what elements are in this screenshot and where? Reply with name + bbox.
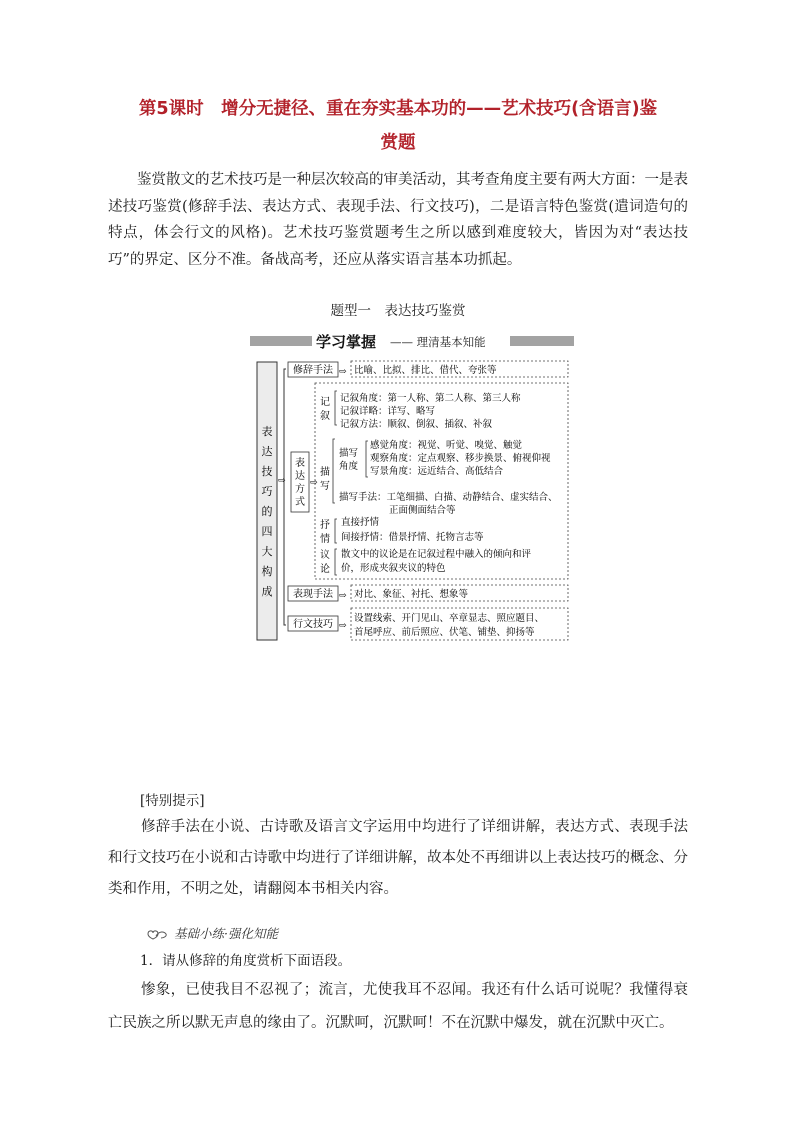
performance-items: 对比、象征、衬托、想象等 [354, 589, 469, 600]
rhetoric-items: 比喻、比拟、排比、借代、夸张等 [354, 365, 497, 376]
argument-label [320, 549, 330, 575]
diagram-banner-subtitle: —— 理清基本知能 [390, 335, 486, 349]
svg-text:抒: 抒 [320, 520, 330, 531]
svg-text:表: 表 [261, 425, 273, 438]
svg-text:构: 构 [261, 565, 273, 578]
svg-text:写: 写 [320, 481, 330, 492]
svg-text:描写手法：工笔细描、白描、动静结合、虚实结合、: 描写手法：工笔细描、白描、动静结合、虚实结合、 [339, 492, 558, 503]
svg-text:直接抒情: 直接抒情 [341, 517, 380, 528]
diagram-root-box [257, 362, 277, 640]
svg-text:论: 论 [320, 564, 330, 575]
argument-items [341, 548, 532, 574]
description-angle-items [370, 439, 551, 477]
description-technique [339, 491, 558, 516]
rhetoric-label: 修辞手法 [293, 365, 333, 376]
special-note-label: [特别提示] [140, 793, 205, 809]
svg-text:达: 达 [295, 471, 305, 482]
svg-text:叙: 叙 [320, 411, 330, 422]
svg-text:描: 描 [320, 467, 330, 478]
svg-text:议: 议 [320, 550, 330, 561]
page-title-line-1: 第5课时 增分无捷径、重在夯实基本功的——艺术技巧(含语言)鉴 [138, 99, 658, 119]
svg-text:方: 方 [295, 484, 305, 495]
special-note-body: 修辞手法在小说、古诗歌及语言文字运用中均进行了详细讲解，表达方式、表现手法和行文技巧在小说和古诗歌中均进行了详细讲解，故本处不再细讲以上表达技巧的概念、分类和作用，不明之处，请翻阅本书相关内容。 [108, 819, 688, 897]
svg-text:记叙角度：第一人称、第二人称、第三人称: 记叙角度：第一人称、第二人称、第三人称 [340, 393, 521, 404]
arrow-icon: ⇨ [310, 478, 318, 488]
svg-text:首尾呼应、前后照应、伏笔、铺垫、抑扬等: 首尾呼应、前后照应、伏笔、铺垫、抑扬等 [354, 627, 535, 638]
root-arrow-icon: ⇨ [278, 476, 286, 486]
svg-text:观察角度：定点观察、移步换景、俯视仰视: 观察角度：定点观察、移步换景、俯视仰视 [370, 453, 551, 464]
svg-text:散文中的议论是在记叙过程中融入的倾向和评: 散文中的议论是在记叙过程中融入的倾向和评 [341, 549, 532, 560]
question-1: 1．请从修辞的角度赏析下面语段。 [140, 953, 352, 969]
svg-text:价，形成夹叙夹议的特色: 价，形成夹叙夹议的特色 [341, 563, 446, 574]
lyric-label [320, 518, 330, 545]
svg-text:间接抒情：借景抒情、托物言志等: 间接抒情：借景抒情、托物言志等 [341, 532, 484, 543]
svg-text:记叙方法：顺叙、倒叙、插叙、补叙: 记叙方法：顺叙、倒叙、插叙、补叙 [340, 419, 493, 430]
svg-text:的: 的 [261, 505, 273, 518]
svg-text:角度: 角度 [339, 461, 359, 472]
svg-text:成: 成 [261, 585, 273, 598]
diagram-banner [250, 333, 574, 351]
svg-text:达: 达 [261, 445, 273, 458]
page-title-line-2: 赏题 [380, 133, 416, 153]
svg-text:大: 大 [261, 545, 273, 558]
svg-text:感觉角度：视觉、听觉、嗅觉、触觉: 感觉角度：视觉、听觉、嗅觉、触觉 [370, 440, 523, 451]
practice-section-label: 基础小练·强化知能 [146, 924, 278, 944]
svg-text:描写: 描写 [339, 448, 359, 459]
diagram-root-label [262, 424, 273, 598]
intro-paragraph: 鉴赏散文的艺术技巧是一种层次较高的审美活动，其考查角度主要有两大方面：一是表述技巧鉴赏(修辞手法、表达方式、表现手法、行文技巧)，二是语言特色鉴赏(遣词造句的特点，体会行文的风格)。艺术技巧鉴赏题考生之所以感到难度较大，皆因为对“表达技巧”的界定、区分不准。备战高考，还应从落实语言基本功抓起。 [108, 172, 688, 268]
description-label [320, 465, 330, 492]
narration-items [340, 392, 521, 430]
performance-label: 表现手法 [293, 589, 333, 600]
svg-text:记叙详略：详写、略写: 记叙详略：详写、略写 [340, 406, 436, 417]
description-angle-label [339, 447, 359, 472]
svg-text:设置线索、开门见山、卒章显志、照应题目、: 设置线索、开门见山、卒章显志、照应题目、 [354, 613, 545, 624]
svg-text:记: 记 [320, 397, 330, 408]
composition-items [354, 612, 544, 638]
arrow-icon: ⇨ [339, 367, 347, 377]
heart-doodle-icon [146, 927, 170, 941]
diagram-banner-title: 学习掌握 [316, 333, 377, 351]
arrow-icon: ⇨ [339, 591, 347, 601]
arrow-icon: ⇨ [339, 621, 347, 631]
lyric-items [341, 516, 484, 543]
composition-label: 行文技巧 [293, 619, 333, 630]
svg-text:表: 表 [295, 458, 305, 469]
section-heading: 题型一 表达技巧鉴赏 [330, 303, 466, 319]
svg-text:四: 四 [261, 525, 273, 538]
svg-text:式: 式 [295, 497, 305, 508]
svg-text:正面侧面结合等: 正面侧面结合等 [389, 505, 456, 516]
narration-label [320, 396, 330, 422]
expression-techniques-diagram [248, 327, 578, 643]
question-1-passage: 惨象，已使我目不忍视了；流言，尤使我耳不忍闻。我还有什么话可说呢？我懂得衰亡民族之所以默无声息的缘由了。沉默呵，沉默呵！不在沉默中爆发，就在沉默中灭亡。 [108, 982, 688, 1031]
svg-text:写景角度：远近结合、高低结合: 写景角度：远近结合、高低结合 [370, 466, 504, 477]
svg-text:情: 情 [320, 534, 330, 545]
svg-text:技: 技 [261, 465, 273, 478]
svg-text:巧: 巧 [261, 485, 273, 498]
